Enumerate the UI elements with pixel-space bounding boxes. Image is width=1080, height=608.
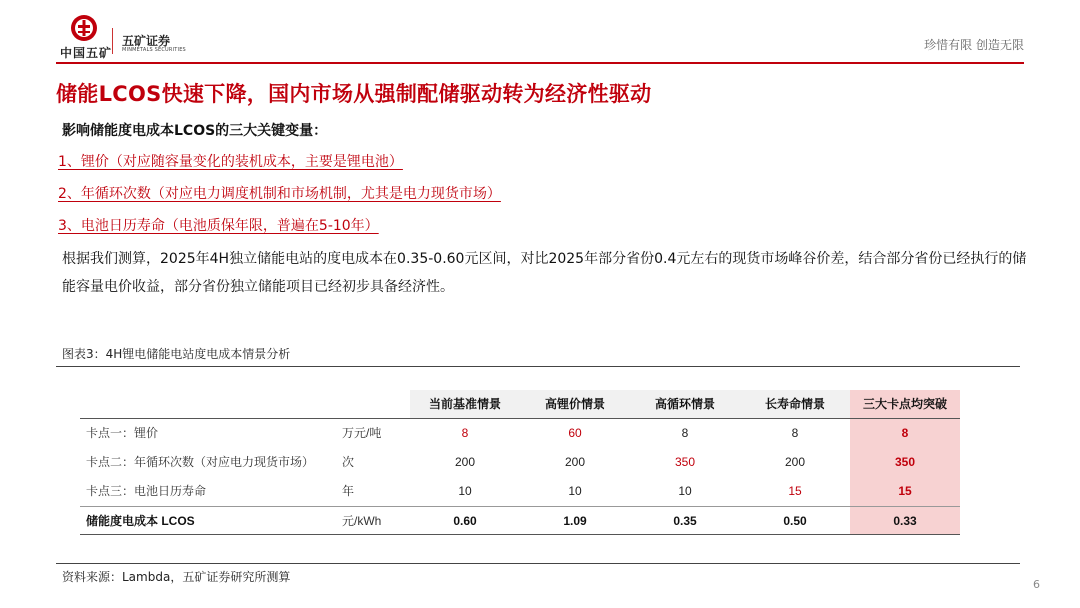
row-label: 卡点三：电池日历寿命 xyxy=(86,484,207,498)
table-cell: 8 xyxy=(461,426,469,440)
table-cell: 350 xyxy=(674,455,696,469)
brand-name: 五矿证券 xyxy=(122,34,171,48)
logo-text: 中国五矿 xyxy=(60,46,113,60)
table-cell: 10 xyxy=(678,484,692,498)
factor-item-2: 2、年循环次数（对应电力调度机制和市场机制，尤其是电力现货市场） xyxy=(58,186,501,202)
table-cell: 1.09 xyxy=(563,514,587,528)
page-number: 6 xyxy=(1033,578,1040,591)
figure-top-rule xyxy=(56,366,1020,367)
body-paragraph: 根据我们测算，2025年4H独立储能电站的度电成本在0.35-0.60元区间，对比2025年部分省份0.4元左右的现货市场峰谷价差，结合部分省份已经执行的储能容量电价收益，部分省份独立储能项目已经初步具备经济性。 xyxy=(62,251,1027,295)
row-unit: 次 xyxy=(342,455,355,469)
figure-caption: 图表3：4H锂电储能电站度电成本情景分析 xyxy=(62,347,291,361)
row-unit: 万元/吨 xyxy=(342,426,382,440)
table-row xyxy=(80,419,960,448)
row-unit: 年 xyxy=(342,484,355,498)
row-label: 储能度电成本 LCOS xyxy=(86,514,195,528)
table-row-total xyxy=(80,506,960,535)
column-header: 长寿命情景 xyxy=(764,397,825,411)
table-cell: 10 xyxy=(458,484,472,498)
table-cell: 0.33 xyxy=(893,514,917,528)
row-unit: 元/kWh xyxy=(342,514,382,528)
brand-name-en: MINMETALS SECURITIES xyxy=(122,47,186,53)
table-cell: 0.60 xyxy=(453,514,477,528)
column-header: 当前基准情景 xyxy=(428,397,501,411)
company-logo xyxy=(60,14,186,60)
table-row xyxy=(80,477,960,506)
source-note: 资料来源：Lambda，五矿证券研究所测算 xyxy=(62,570,291,584)
logo-divider xyxy=(112,28,113,54)
table-cell: 60 xyxy=(568,426,582,440)
header-divider xyxy=(56,62,1024,64)
column-header: 三大卡点均突破 xyxy=(862,397,947,411)
row-label: 卡点一：锂价 xyxy=(86,426,159,440)
table-cell: 8 xyxy=(791,426,799,440)
factor-item-1: 1、锂价（对应随容量变化的装机成本，主要是锂电池） xyxy=(58,154,403,170)
tagline: 珍惜有限 创造无限 xyxy=(924,38,1024,52)
table-cell: 350 xyxy=(894,455,916,469)
table-cell: 8 xyxy=(901,426,909,440)
page-title: 储能LCOS快速下降，国内市场从强制配储驱动转为经济性驱动 xyxy=(56,82,652,106)
row-label: 卡点二：年循环次数（对应电力现货市场） xyxy=(86,455,315,469)
minmetals-emblem-icon xyxy=(70,14,98,42)
table-cell: 200 xyxy=(454,455,476,469)
section-subtitle: 影响储能度电成本LCOS的三大关键变量： xyxy=(62,123,328,139)
table-cell: 8 xyxy=(681,426,689,440)
factor-item-3: 3、电池日历寿命（电池质保年限，普遍在5-10年） xyxy=(58,218,379,234)
table-cell: 10 xyxy=(568,484,582,498)
table-cell: 200 xyxy=(784,455,806,469)
figure-bottom-rule xyxy=(56,563,1020,564)
column-header: 高锂价情景 xyxy=(544,397,605,411)
lcos-scenario-table xyxy=(80,390,960,534)
table-header-row xyxy=(80,390,960,419)
table-cell: 0.35 xyxy=(673,514,697,528)
table-cell: 0.50 xyxy=(783,514,807,528)
column-header: 高循环情景 xyxy=(654,397,715,411)
table-cell: 200 xyxy=(564,455,586,469)
table-cell: 15 xyxy=(898,484,912,498)
table-row xyxy=(80,448,960,477)
table-cell: 15 xyxy=(788,484,802,498)
